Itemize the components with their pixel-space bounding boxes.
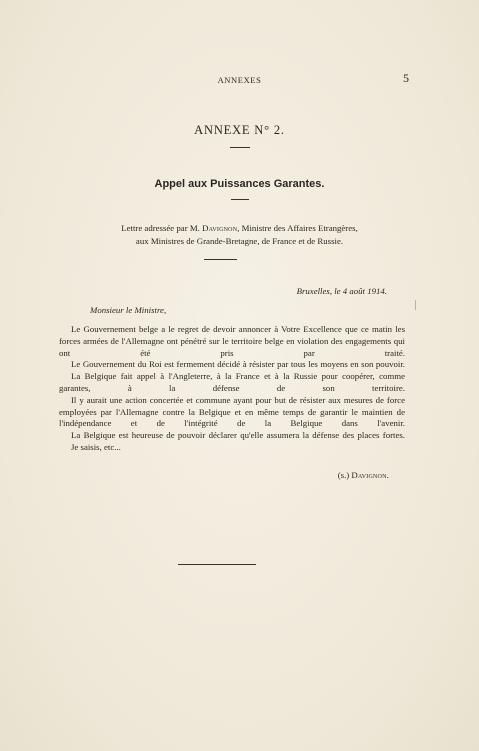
closing-rule [178,564,256,565]
letter-paragraph-1: Le Gouvernement belge a le regret de devoir annoncer à Votre Excellence que ce matin les forces armées de l'Allemagne ont pénétré sur le territoire belge en violation des engagements qui ont été pris par traité. [59,324,405,358]
annex-title: ANNEXE N° 2. [194,123,285,137]
intro-prefix: Lettre adressée par M. [121,223,203,233]
letter-paragraph-2: Le Gouvernement du Roi est fermement décidé à résister par tous les moyens en son pouvoir. [71,359,405,370]
section-heading: Appel aux Puissances Garantes. [154,178,325,190]
dateline: Bruxelles, le 4 août 1914. [296,286,387,296]
letter-body [59,324,405,454]
salutation: Monsieur le Ministre, [90,305,167,315]
letter-paragraph-6: Je saisis, etc... [71,441,121,452]
intro-name: Davignon [202,223,238,233]
intro-caption [0,222,479,247]
running-head: ANNEXES [217,75,262,85]
intro-rule [204,259,237,260]
heading-rule [231,199,249,200]
page-number: 5 [403,71,409,85]
letter-paragraph-4: Il y aurait une action concertée et commune ayant pour but de résister aux mesures de force employées par l'Allemagne contre la Belgique et en même temps de garantir le maintien de l'indépendance et de l'intégrité de la Belgique dans l'avenir. [59,394,405,429]
signature-prefix: (s.) [337,470,352,480]
intro-line-2: aux Ministres de Grande-Bretagne, de France et de Russie. [135,235,344,246]
intro-line-1 [0,222,479,235]
intro-suffix: , Ministre des Affaires Etrangères, [237,223,358,233]
signature-name: Davignon. [351,470,389,480]
letter-paragraph-3: La Belgique fait appel à l'Angleterre, à la France et à la Russie pour coopérer, comme garantes, à la défense de son territoire. [59,371,405,393]
margin-mark [415,300,416,310]
letter-paragraph-5: La Belgique est heureuse de pouvoir déclarer qu'elle assumera la défense des places fortes. [71,430,405,441]
title-rule [230,147,250,148]
signature [338,470,389,480]
